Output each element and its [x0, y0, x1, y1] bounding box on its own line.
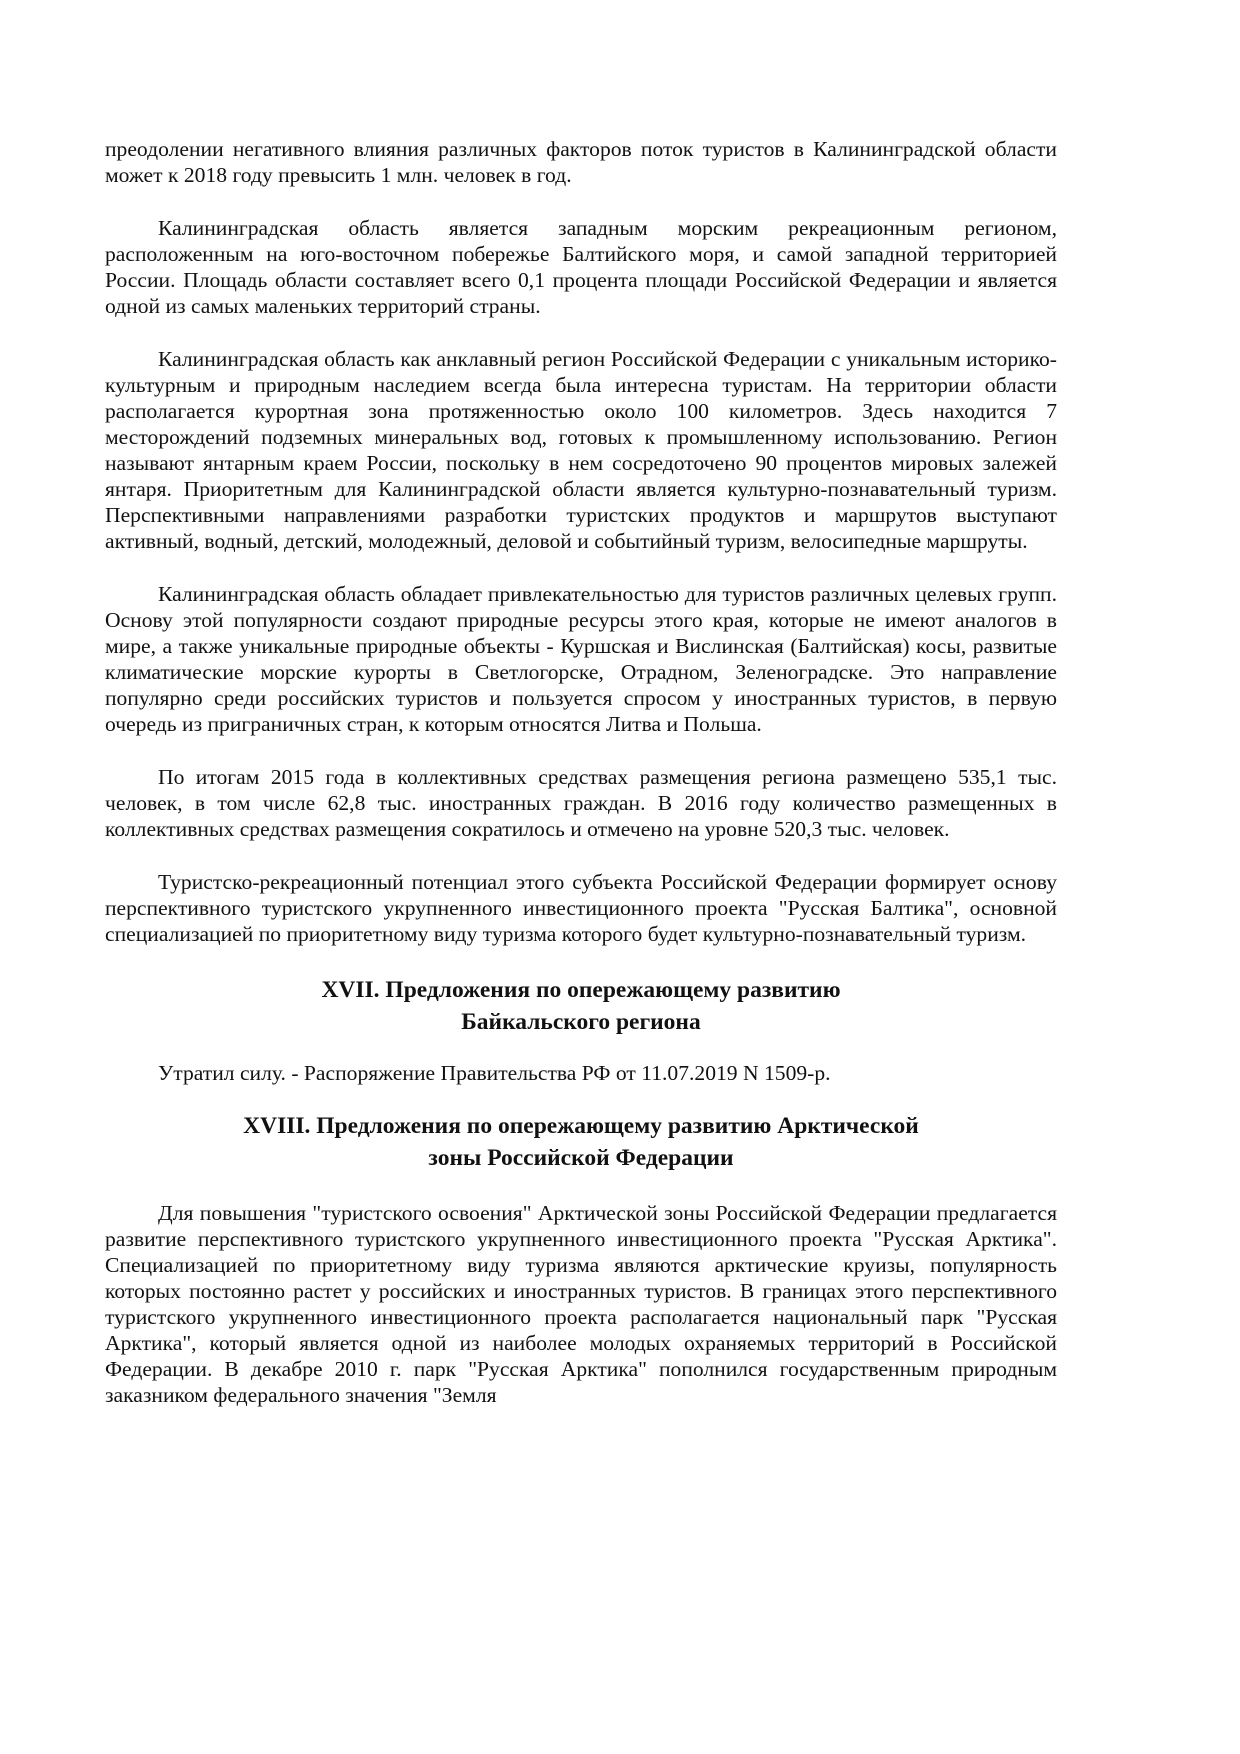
section-heading-xviii	[105, 1110, 1057, 1174]
section-heading-xviii-line2: зоны Российской Федерации	[428, 1145, 734, 1171]
section-heading-xvii	[105, 974, 1057, 1038]
paragraph-tourist-flow-forecast: преодолении негативного влияния различных факторов поток туристов в Калининградской области может к 2018 году превысить 1 млн. человек в год.	[105, 137, 1057, 187]
section-heading-xvii-line1: XVII. Предложения по опережающему развитию	[321, 977, 841, 1003]
paragraph-accommodation-statistics: По итогам 2015 года в коллективных средствах размещения региона размещено 535,1 тыс. человек, в том числе 62,8 тыс. иностранных граждан. В 2016 году количество размещенных в коллективных средствах размещения сократилось и отмечено на уровне 520,3 тыс. человек.	[105, 765, 1057, 841]
repealed-note: Утратил силу. - Распоряжение Правительства РФ от 11.07.2019 N 1509-р.	[158, 1061, 831, 1085]
section-heading-xviii-line1: XVIII. Предложения по опережающему развитию Арктической	[243, 1113, 919, 1139]
document-page	[105, 136, 1057, 1435]
paragraph-russian-baltic-project: Туристско-рекреационный потенциал этого субъекта Российской Федерации формирует основу перспективного туристского укрупненного инвестиционного проекта "Русская Балтика", основной специализацией по приоритетному виду туризма которого будет культурно-познавательный туризм.	[105, 870, 1057, 946]
paragraph-kaliningrad-heritage: Калининградская область как анклавный регион Российской Федерации с уникальным историко-культурным и природным наследием всегда была интересна туристам. На территории области располагается курортная зона протяженностью около 100 километров. Здесь находится 7 месторождений подземных минеральных вод, готовых к промышленному использованию. Регион называют янтарным краем России, поскольку в нем сосредоточено 90 процентов мировых залежей янтаря. Приоритетным для Калининградской области является культурно-познавательный туризм. Перспективными направлениями разработки туристских продуктов и маршрутов выступают активный, водный, детский, молодежный, деловой и событийный туризм, велосипедные маршруты.	[105, 347, 1057, 553]
paragraph-russian-arctic-project: Для повышения "туристского освоения" Арктической зоны Российской Федерации предлагается развитие перспективного туристского укрупненного инвестиционного проекта "Русская Арктика". Специализацией по приоритетному виду туризма являются арктические круизы, популярность которых постоянно растет у российских и иностранных туристов. В границах этого перспективного туристского укрупненного инвестиционного проекта располагается национальный парк "Русская Арктика", который является одной из наиболее молодых охраняемых территорий в Российской Федерации. В декабре 2010 г. парк "Русская Арктика" пополнился государственным природным заказником федерального значения "Земля	[105, 1201, 1057, 1407]
paragraph-kaliningrad-geography: Калининградская область является западным морским рекреационным регионом, расположенным на юго-восточном побережье Балтийского моря, и самой западной территорией России. Площадь области составляет всего 0,1 процента площади Российской Федерации и является одной из самых маленьких территорий страны.	[105, 216, 1057, 318]
section-heading-xvii-line2: Байкальского региона	[461, 1009, 701, 1035]
paragraph-kaliningrad-attractiveness: Калининградская область обладает привлекательностью для туристов различных целевых групп. Основу этой популярности создают природные ресурсы этого края, которые не имеют аналогов в мире, а также уникальные природные объекты - Куршская и Вислинская (Балтийская) косы, развитые климатические морские курорты в Светлогорске, Отрадном, Зеленоградске. Это направление популярно среди российских туристов и пользуется спросом у иностранных туристов, в первую очередь из приграничных стран, к которым относятся Литва и Польша.	[105, 582, 1057, 736]
